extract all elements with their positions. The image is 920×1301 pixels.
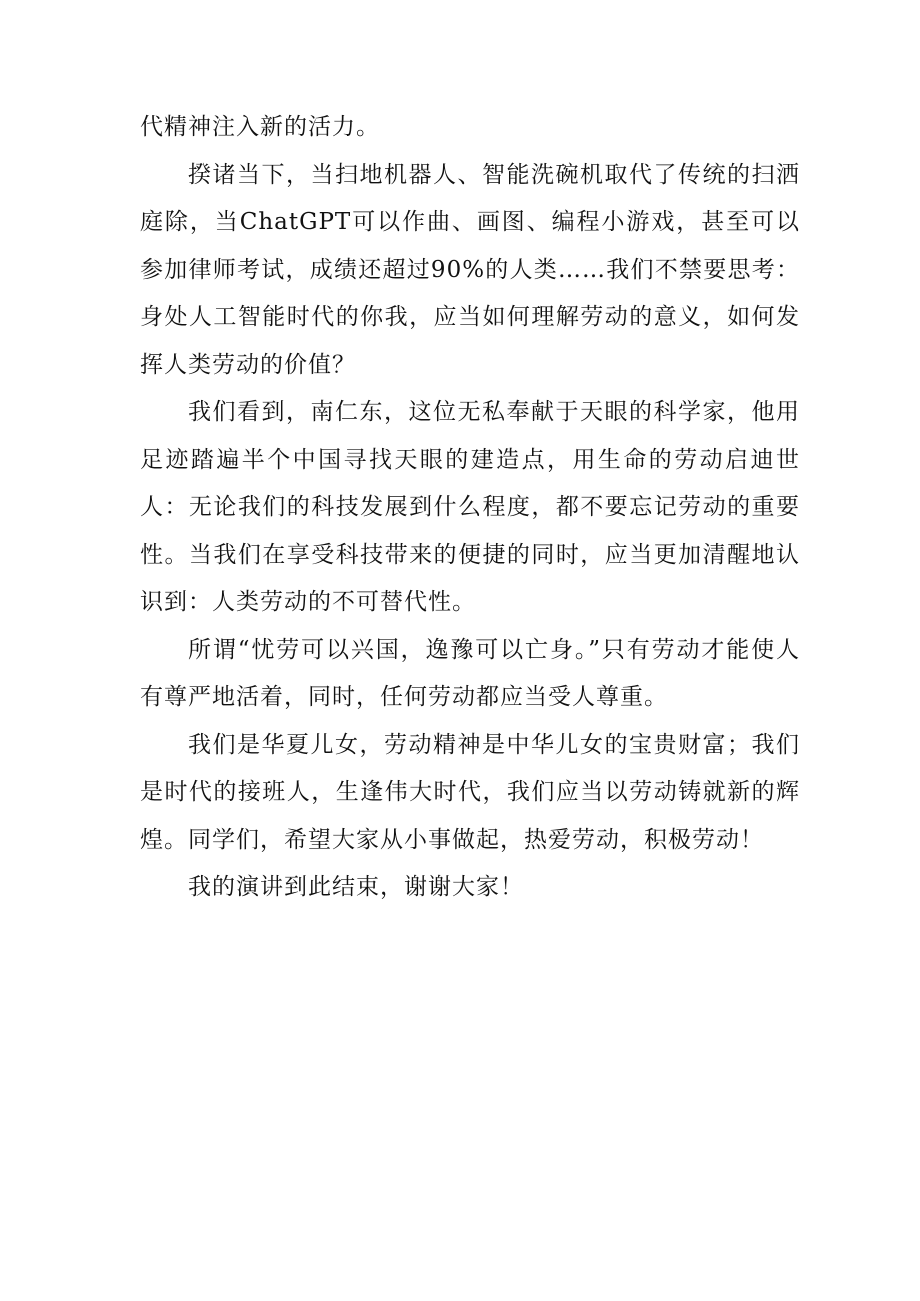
paragraph-continuation: 代精神注入新的活力。 (140, 114, 380, 140)
paragraph-ai-era: 揆诸当下，当扫地机器人、智能洗碗机取代了传统的扫洒庭除，当ChatGPT可以作曲、画图、编程小游戏，甚至可以参加律师考试，成绩还超过90%的人类……我们不禁要思考：身处人工智能时代的你我，应当如何理解劳动的意义，如何发挥人类劳动的价值？ (140, 161, 800, 378)
speech-body (140, 104, 800, 912)
paragraph-quote: 所谓“忧劳可以兴国，逸豫可以亡身。”只有劳动才能使人有尊严地活着，同时，任何劳动都应当受人尊重。 (140, 636, 800, 710)
paragraph-nan-rendong: 我们看到，南仁东，这位无私奉献于天眼的科学家，他用足迹踏遍半个中国寻找天眼的建造点，用生命的劳动启迪世人：无论我们的科技发展到什么程度，都不要忘记劳动的重要性。当我们在享受科技带来的便捷的同时，应当更加清醒地认识到：人类劳动的不可替代性。 (140, 399, 800, 615)
paragraph-call-to-action: 我们是华夏儿女，劳动精神是中华儿女的宝贵财富；我们是时代的接班人，生逢伟大时代，我们应当以劳动铸就新的辉煌。同学们，希望大家从小事做起，热爱劳动，积极劳动！ (140, 731, 800, 853)
paragraph-closing: 我的演讲到此结束，谢谢大家！ (188, 874, 524, 900)
